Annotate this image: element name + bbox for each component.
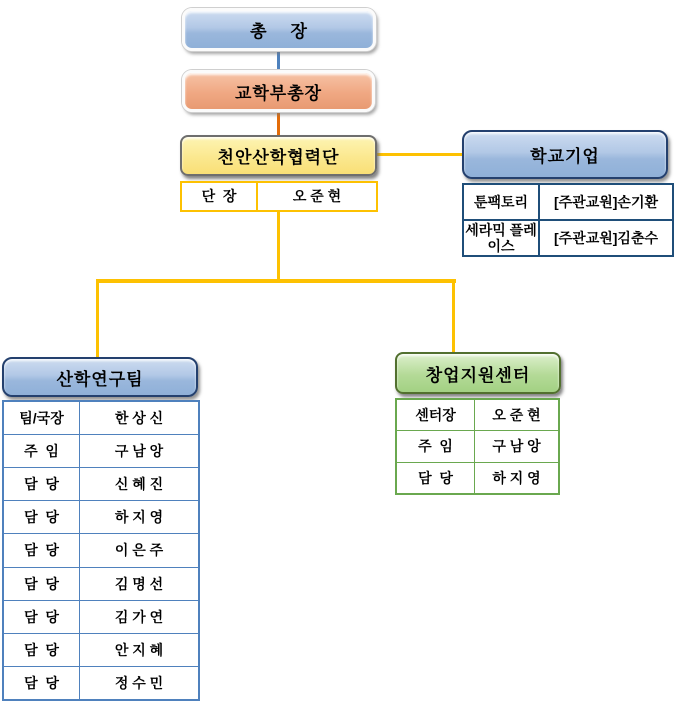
table-row bbox=[4, 666, 198, 699]
role-cell: 툰팩토리 bbox=[464, 185, 540, 219]
org-box-foundation bbox=[180, 135, 377, 176]
role-cell: 팀/국장 bbox=[4, 402, 80, 434]
org-box-school-enterprise-label: 학교기업 bbox=[530, 147, 600, 166]
table-row bbox=[4, 467, 198, 500]
table-row bbox=[4, 402, 198, 434]
org-table-foundation bbox=[180, 181, 378, 212]
table-row bbox=[4, 500, 198, 533]
table-row bbox=[464, 185, 672, 219]
role-cell: 담 당 bbox=[4, 534, 80, 566]
org-table-research-team bbox=[2, 400, 200, 701]
org-box-research-team-label: 산학연구팀 bbox=[56, 369, 144, 389]
name-cell: 구 남 앙 bbox=[492, 438, 541, 455]
org-box-foundation-label: 천안산학협력단 bbox=[217, 148, 340, 167]
name-cell: [주관교원]김춘수 bbox=[554, 229, 658, 246]
role-cell: 세라믹 플레이스 bbox=[464, 221, 540, 255]
connector-branch-horizontal bbox=[96, 279, 456, 283]
name-cell: 안 지 혜 bbox=[114, 641, 164, 658]
table-row bbox=[397, 430, 558, 461]
org-box-vice-president-label: 교학부총장 bbox=[234, 83, 323, 103]
connector-foundation-down bbox=[277, 211, 280, 282]
table-row bbox=[182, 183, 376, 210]
name-cell: 오 준 현 bbox=[292, 188, 342, 205]
org-box-president bbox=[182, 8, 376, 51]
name-cell: 김 명 선 bbox=[114, 575, 164, 592]
table-row bbox=[4, 533, 198, 566]
role-cell: 담 당 bbox=[4, 568, 80, 600]
role-cell: 센터장 bbox=[397, 400, 475, 430]
org-box-school-enterprise bbox=[462, 130, 668, 179]
table-row bbox=[397, 462, 558, 493]
org-box-research-team bbox=[2, 357, 198, 397]
connector-branch-right bbox=[452, 279, 455, 354]
role-cell: 주 임 bbox=[397, 431, 475, 461]
table-row bbox=[397, 400, 558, 430]
role-cell: 담 당 bbox=[397, 463, 475, 493]
role-cell: 담 당 bbox=[4, 634, 80, 666]
connector-branch-left bbox=[96, 279, 99, 359]
name-cell: 구 남 앙 bbox=[114, 443, 164, 460]
name-cell: 정 수 민 bbox=[114, 674, 164, 691]
org-box-president-label: 총 장 bbox=[250, 22, 308, 41]
name-cell: [주관교원]손기환 bbox=[554, 193, 658, 210]
connector-vice-foundation bbox=[277, 112, 280, 136]
org-box-startup-center-label: 창업지원센터 bbox=[425, 365, 531, 385]
org-table-school-enterprise bbox=[462, 183, 674, 257]
org-box-vice-president bbox=[182, 70, 375, 112]
name-cell: 하 지 영 bbox=[114, 509, 164, 526]
name-cell: 김 가 연 bbox=[114, 608, 164, 625]
table-row bbox=[4, 434, 198, 467]
role-cell: 담 당 bbox=[4, 468, 80, 500]
org-box-startup-center bbox=[395, 352, 561, 394]
table-row bbox=[4, 600, 198, 633]
connector-foundation-enterprise bbox=[376, 153, 464, 156]
table-row bbox=[4, 567, 198, 600]
role-cell: 담 당 bbox=[4, 501, 80, 533]
role-cell: 단 장 bbox=[182, 183, 258, 210]
role-cell: 주 임 bbox=[4, 435, 80, 467]
name-cell: 한 상 신 bbox=[114, 410, 164, 426]
table-row bbox=[464, 219, 672, 255]
name-cell: 하 지 영 bbox=[492, 469, 541, 486]
table-row bbox=[4, 633, 198, 666]
role-cell: 담 당 bbox=[4, 667, 80, 699]
name-cell: 신 혜 진 bbox=[114, 476, 164, 493]
name-cell: 이 은 주 bbox=[114, 542, 164, 559]
connector-president-vice bbox=[277, 52, 280, 71]
name-cell: 오 준 현 bbox=[492, 407, 541, 424]
org-table-startup-center bbox=[395, 398, 560, 495]
role-cell: 담 당 bbox=[4, 601, 80, 633]
